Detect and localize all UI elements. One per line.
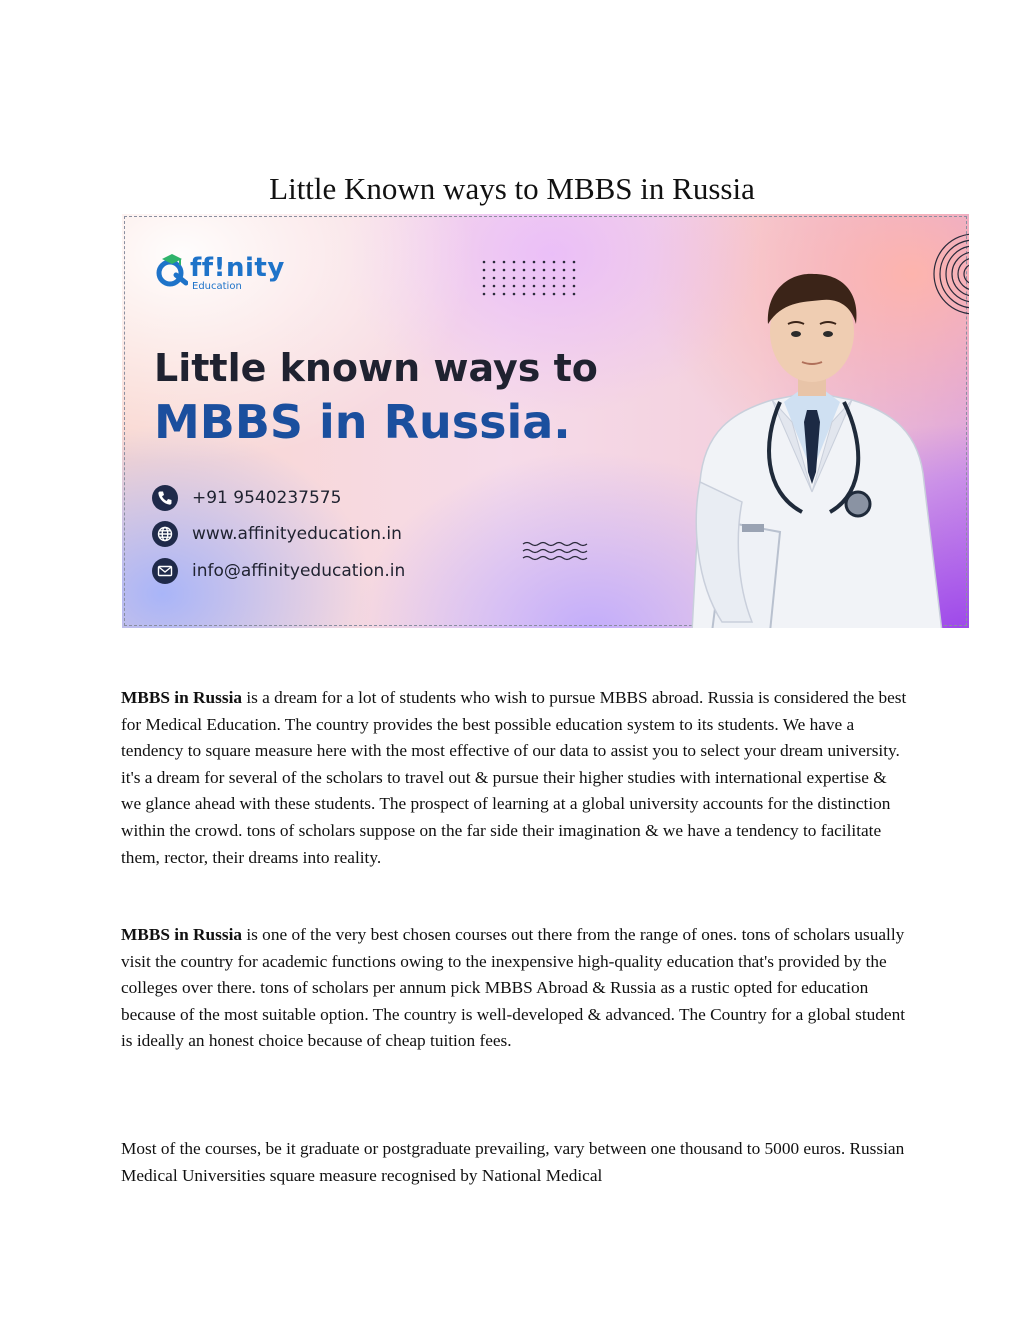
website-url: www.affinityeducation.in xyxy=(192,524,402,544)
email-address: info@affinityeducation.in xyxy=(192,561,406,581)
headline-line-1: Little known ways to xyxy=(154,346,598,390)
paragraph-3 xyxy=(121,1136,911,1189)
headline-line-2: MBBS in Russia. xyxy=(154,395,571,449)
doctor-illustration xyxy=(652,262,969,628)
dot-grid-decoration xyxy=(482,260,578,298)
affinity-logo xyxy=(156,247,296,297)
phone-icon xyxy=(152,485,178,511)
paragraph-2-bold-lead: MBBS in Russia xyxy=(121,925,243,944)
banner-headline xyxy=(154,344,598,452)
paragraph-3-text: Most of the courses, be it graduate or postgraduate prevailing, vary between one thousand to 5000 euros. Russian Medical Universities square measure recognised by National Medical xyxy=(121,1139,905,1185)
wave-lines-decoration xyxy=(522,540,588,562)
globe-icon xyxy=(152,521,178,547)
paragraph-1-bold-lead: MBBS in Russia xyxy=(121,688,243,707)
phone-number: +91 9540237575 xyxy=(192,488,342,508)
contact-phone xyxy=(152,484,472,512)
paragraph-2 xyxy=(121,922,911,1055)
document-title: Little Known ways to MBBS in Russia xyxy=(269,171,755,206)
logo-wordmark: ff!nity xyxy=(190,253,285,283)
paragraph-1 xyxy=(121,685,911,871)
contact-website xyxy=(152,520,472,548)
paragraph-2-text: is one of the very best chosen courses out there from the range of ones. tons of scholars usually visit the country for academic functions owing to the inexpensive high-quality education that's provided by the colleges over there. tons of scholars per annum pick MBBS Abroad & Russia as a rustic opted for education because of the most suitable option. The country is well-developed & advanced. The Country for a global student is ideally an honest choice because of cheap tuition fees. xyxy=(121,925,906,1051)
contact-email xyxy=(152,557,472,585)
graduation-cap-icon xyxy=(156,253,188,287)
logo-subtitle: Education xyxy=(192,281,242,292)
mail-icon xyxy=(152,558,178,584)
promo-banner-image xyxy=(122,214,969,628)
paragraph-1-text: is a dream for a lot of students who wish to pursue MBBS abroad. Russia is considered the best for Medical Education. The country provides the best possible education system to its students. We have a tendency to square measure here with the most effective of our data to assist you to select your dream university. it's a dream for several of the scholars to travel out & pursue their higher studies with international expertise & we glance ahead with these students. The prospect of learning at a global university accounts for the distinction within the crowd. tons of scholars suppose on the far side their imagination & we have a tendency to facilitate them, rector, their dreams into reality. xyxy=(121,688,907,867)
